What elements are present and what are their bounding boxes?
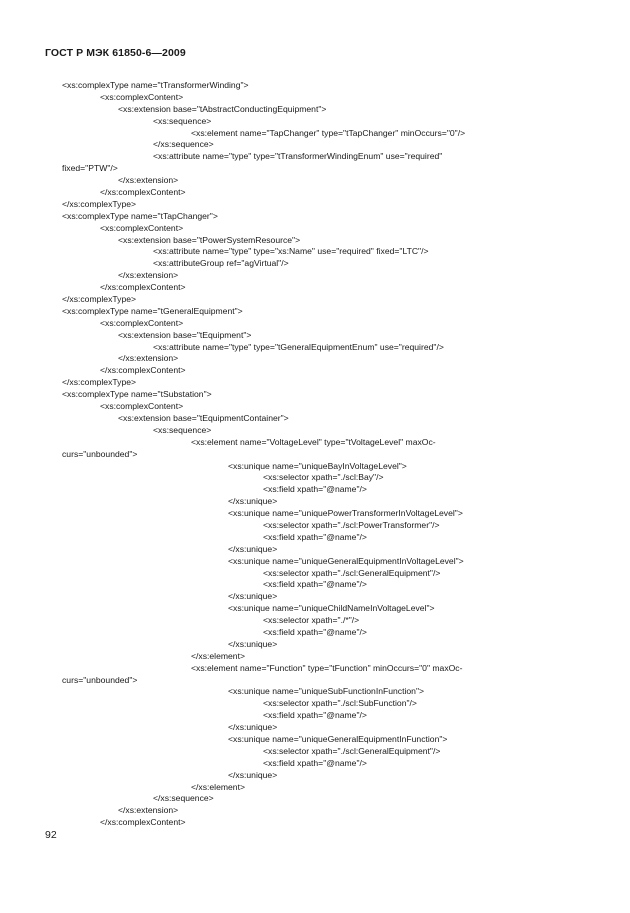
code-line: </xs:unique> bbox=[228, 722, 278, 733]
code-line: <xs:complexType name="tGeneralEquipment"> bbox=[62, 305, 243, 316]
code-line: <xs:complexContent> bbox=[100, 222, 184, 233]
code-line: <xs:extension base="tEquipmentContainer"> bbox=[118, 412, 289, 423]
code-line: <xs:unique name="uniqueGeneralEquipmentInFunction"> bbox=[228, 733, 448, 744]
code-line: </xs:element> bbox=[191, 650, 245, 661]
code-line: </xs:extension> bbox=[118, 175, 179, 186]
code-line: </xs:unique> bbox=[228, 769, 278, 780]
code-line: <xs:complexType name="tSubstation"> bbox=[62, 389, 212, 400]
code-line: <xs:selector xpath="./scl:GeneralEquipment"/> bbox=[263, 567, 441, 578]
code-line: </xs:complexContent> bbox=[100, 817, 186, 828]
code-line: <xs:attribute name="type" type="xs:Name" use="required" fixed="LTC"/> bbox=[153, 246, 429, 257]
code-line: <xs:extension base="tEquipment"> bbox=[118, 329, 252, 340]
code-line: </xs:unique> bbox=[228, 543, 278, 554]
code-line: <xs:attribute name="type" type="tTransformerWindingEnum" use="required" bbox=[153, 151, 443, 162]
code-line: <xs:sequence> bbox=[153, 115, 212, 126]
code-line: <xs:selector xpath="./scl:Bay"/> bbox=[263, 472, 384, 483]
code-line: fixed="PTW"/> bbox=[62, 163, 118, 174]
code-line: </xs:complexContent> bbox=[100, 282, 186, 293]
code-line: <xs:selector xpath="./*"/> bbox=[263, 615, 360, 626]
code-line: <xs:element name="VoltageLevel" type="tVoltageLevel" maxOc- bbox=[191, 436, 436, 447]
code-line: <xs:element name="TapChanger" type="tTapChanger" minOccurs="0"/> bbox=[191, 127, 466, 138]
code-line: <xs:sequence> bbox=[153, 424, 212, 435]
code-line: <xs:selector xpath="./scl:GeneralEquipment"/> bbox=[263, 745, 441, 756]
code-line: </xs:extension> bbox=[118, 270, 179, 281]
code-line: curs="unbounded"> bbox=[62, 448, 138, 459]
code-line: </xs:complexType> bbox=[62, 377, 137, 388]
code-line: <xs:extension base="tPowerSystemResource"> bbox=[118, 234, 301, 245]
code-line: <xs:field xpath="@name"/> bbox=[263, 757, 367, 768]
code-line: </xs:complexType> bbox=[62, 294, 137, 305]
code-line: <xs:attribute name="type" type="tGeneralEquipmentEnum" use="required"/> bbox=[153, 341, 444, 352]
code-line: <xs:extension base="tAbstractConductingEquipment"> bbox=[118, 103, 327, 114]
code-line: <xs:unique name="uniqueGeneralEquipmentInVoltageLevel"> bbox=[228, 555, 464, 566]
code-line: <xs:complexContent> bbox=[100, 317, 184, 328]
code-line: </xs:complexType> bbox=[62, 198, 137, 209]
code-line: <xs:element name="Function" type="tFunction" minOccurs="0" maxOc- bbox=[191, 662, 463, 673]
code-line: <xs:field xpath="@name"/> bbox=[263, 710, 367, 721]
code-line: </xs:extension> bbox=[118, 805, 179, 816]
code-line: <xs:field xpath="@name"/> bbox=[263, 484, 367, 495]
code-line: </xs:element> bbox=[191, 781, 245, 792]
code-line: </xs:sequence> bbox=[153, 793, 214, 804]
code-line: </xs:complexContent> bbox=[100, 365, 186, 376]
code-line: <xs:field xpath="@name"/> bbox=[263, 579, 367, 590]
code-line: </xs:unique> bbox=[228, 496, 278, 507]
code-line: <xs:complexType name="tTapChanger"> bbox=[62, 210, 218, 221]
code-line: <xs:unique name="uniqueChildNameInVoltageLevel"> bbox=[228, 603, 435, 614]
code-line: <xs:selector xpath="./scl:PowerTransformer"/> bbox=[263, 519, 440, 530]
code-line: <xs:unique name="uniquePowerTransformerInVoltageLevel"> bbox=[228, 508, 463, 519]
code-line: <xs:attributeGroup ref="agVirtual"/> bbox=[153, 258, 289, 269]
xml-schema-code-block bbox=[62, 80, 582, 829]
code-line: <xs:unique name="uniqueSubFunctionInFunction"> bbox=[228, 686, 425, 697]
code-line: </xs:extension> bbox=[118, 353, 179, 364]
code-line: <xs:complexType name="tTransformerWinding"> bbox=[62, 80, 249, 90]
code-line: <xs:complexContent> bbox=[100, 91, 184, 102]
code-line: curs="unbounded"> bbox=[62, 674, 138, 685]
code-line: </xs:complexContent> bbox=[100, 187, 186, 198]
code-line: <xs:selector xpath="./scl:SubFunction"/> bbox=[263, 698, 417, 709]
code-line: <xs:complexContent> bbox=[100, 401, 184, 412]
code-line: <xs:field xpath="@name"/> bbox=[263, 626, 367, 637]
document-header: ГОСТ Р МЭК 61850-6—2009 bbox=[45, 47, 186, 59]
code-line: <xs:unique name="uniqueBayInVoltageLevel"> bbox=[228, 460, 407, 471]
code-line: <xs:field xpath="@name"/> bbox=[263, 531, 367, 542]
code-line: </xs:sequence> bbox=[153, 139, 214, 150]
code-line: </xs:unique> bbox=[228, 638, 278, 649]
page-number: 92 bbox=[45, 829, 57, 841]
code-line: </xs:unique> bbox=[228, 591, 278, 602]
